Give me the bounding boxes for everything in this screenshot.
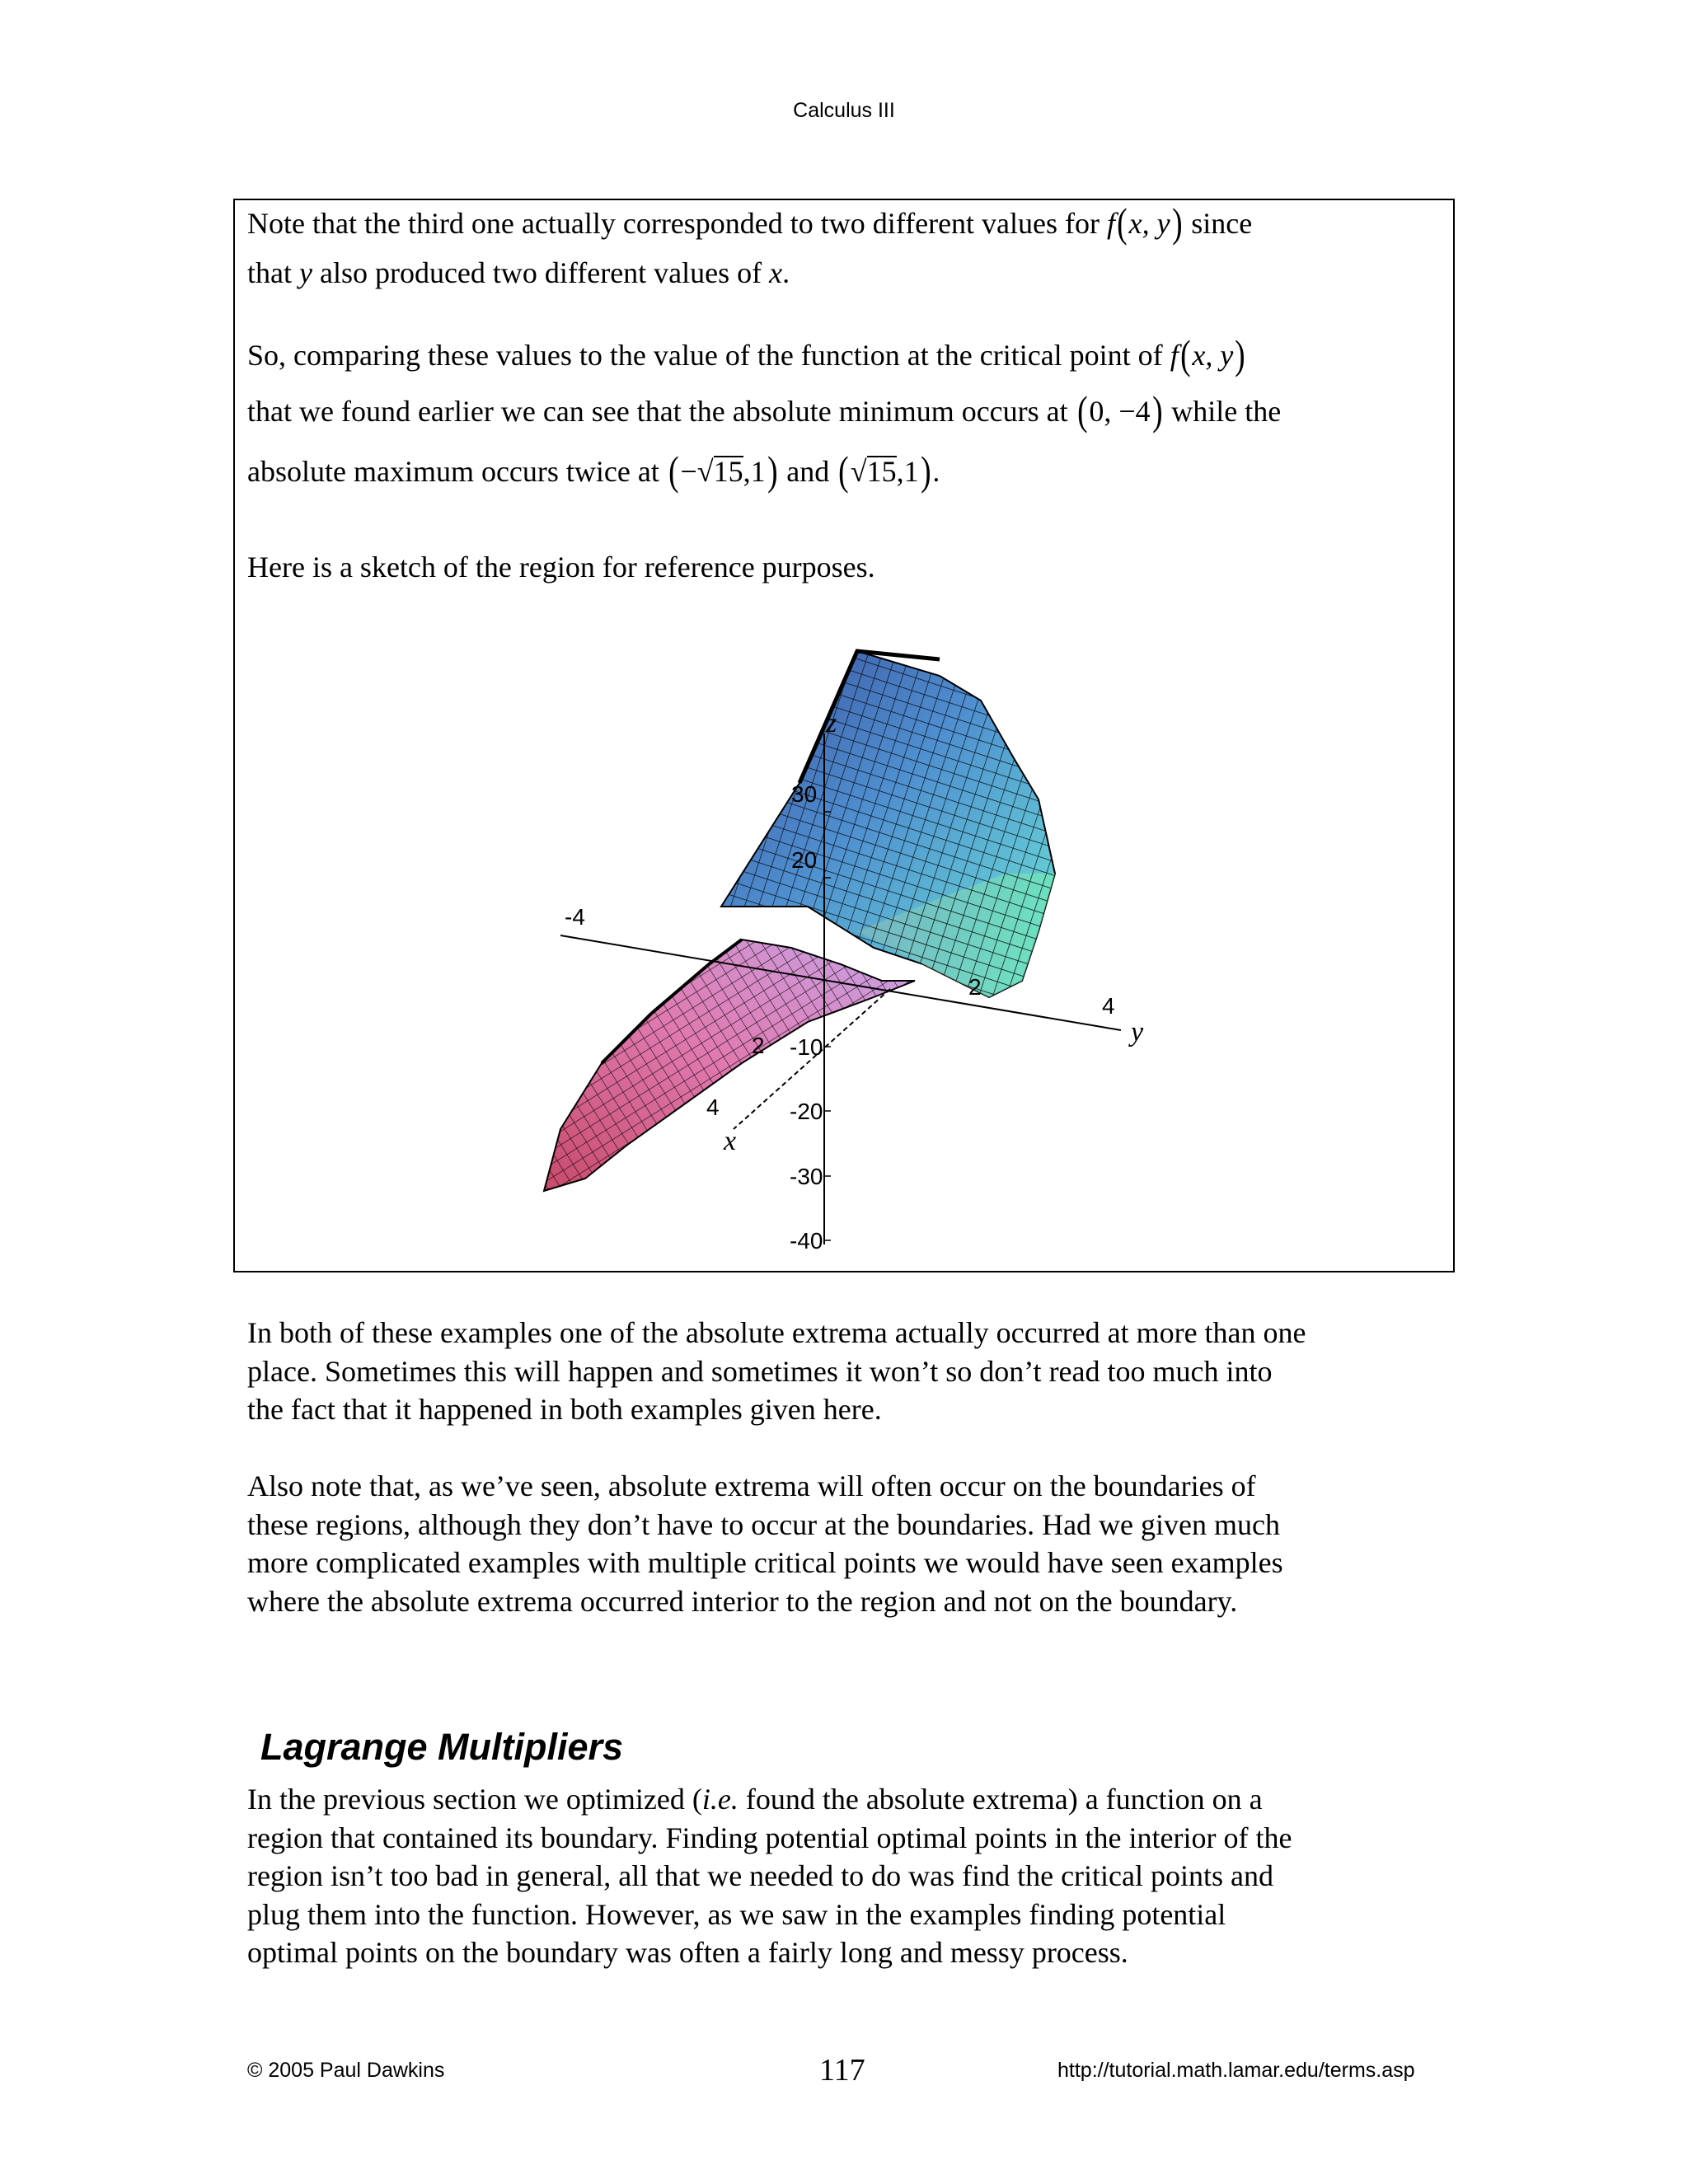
- z-tick-neg20: -20: [790, 1099, 823, 1124]
- minus-sign: −: [680, 455, 697, 488]
- text: also produced two different values of: [312, 256, 770, 289]
- footer-url[interactable]: http://tutorial.math.lamar.edu/terms.asp: [1057, 2059, 1415, 2082]
- section-title: Lagrange Multipliers: [260, 1726, 624, 1768]
- text-line: more complicated examples with multiple critical points we would have seen examples: [247, 1546, 1283, 1579]
- y-tick-2: 2: [968, 974, 982, 1000]
- point-tail: ,1: [743, 455, 766, 488]
- paragraph-boundaries: [247, 1467, 1451, 1620]
- box-para3: Here is a sketch of the region for reference purposes.: [247, 551, 875, 583]
- page-header: Calculus III: [793, 99, 895, 122]
- text-line: region that contained its boundary. Finding potential optimal points in the interior of the: [247, 1821, 1292, 1854]
- text-line: these regions, although they don’t have to occur at the boundaries. Had we given much: [247, 1507, 1280, 1541]
- box-para2-line3: absolute maximum occurs twice at (−√15,1) and (√15,1).: [247, 448, 940, 494]
- text: found the absolute extrema) a function on a: [738, 1783, 1263, 1816]
- z-tick-neg40: -40: [790, 1228, 823, 1254]
- text-line: place. Sometimes this will happen and sometimes it won’t so don’t read too much into: [247, 1354, 1273, 1388]
- var-y: y: [298, 256, 312, 289]
- text-line: In both of these examples one of the absolute extrema actually occurred at more than one: [247, 1316, 1306, 1349]
- footer-page-number: 117: [819, 2053, 865, 2088]
- text-line: plug them into the function. However, as we saw in the examples finding potential: [247, 1897, 1226, 1931]
- function-expression: f(x, y): [1107, 199, 1183, 246]
- text-line: region isn’t too bad in general, all that we needed to do was find the critical points and: [247, 1859, 1273, 1892]
- text-line: the fact that it happened in both examples given here.: [247, 1393, 882, 1426]
- box-para1-line1: [247, 199, 1253, 246]
- y-tick-neg4: -4: [565, 904, 585, 930]
- text: while the: [1164, 395, 1282, 428]
- paragraph-extrema-multiple: [247, 1314, 1451, 1429]
- func-name: f: [1170, 339, 1179, 372]
- var-x: x: [769, 256, 783, 289]
- function-expression: f(x, y): [1170, 331, 1245, 377]
- sqrt-radicand: 15: [713, 455, 743, 488]
- z-tick-neg30: -30: [790, 1164, 823, 1189]
- text: .: [932, 455, 940, 488]
- text-line: where the absolute extrema occurred interior to the region and not on the boundary.: [247, 1584, 1238, 1618]
- z-axis-label: z: [826, 708, 837, 738]
- footer-copyright: © 2005 Paul Dawkins: [247, 2059, 445, 2082]
- box-para2-line2: that we found earlier we can see that the absolute minimum occurs at (0, −4) while the: [247, 387, 1282, 434]
- sqrt-radicand: 15: [866, 455, 897, 488]
- point-tail: ,1: [896, 455, 919, 488]
- text-line: optimal points on the boundary was often a fairly long and messy process.: [247, 1936, 1128, 1969]
- z-tick-20: 20: [791, 847, 818, 873]
- text-line: Also note that, as we’ve seen, absolute extrema will often occur on the boundaries of: [247, 1469, 1256, 1502]
- x-tick-2: 2: [752, 1033, 765, 1058]
- text: absolute maximum occurs twice at: [247, 455, 667, 488]
- paragraph-lagrange-intro: [247, 1780, 1451, 1972]
- z-tick-30: 30: [791, 781, 818, 807]
- text: In the previous section we optimized (: [247, 1783, 702, 1816]
- box-para2-line1: [247, 331, 1247, 377]
- func-args: x, y: [1192, 339, 1234, 372]
- text: that we found earlier we can see that the absolute minimum occurs at: [247, 395, 1076, 428]
- z-tick-neg10: -10: [790, 1034, 823, 1060]
- y-tick-4: 4: [1102, 993, 1115, 1019]
- surface-plot: [528, 635, 1187, 1261]
- text-line: [247, 1780, 1451, 1819]
- min-point: 0, −4: [1089, 395, 1151, 428]
- x-tick-4: 4: [706, 1094, 720, 1120]
- text: since: [1184, 207, 1253, 240]
- y-axis-label: y: [1131, 1017, 1144, 1047]
- text: and: [779, 455, 837, 488]
- ie-italic: i.e.: [701, 1783, 738, 1816]
- text: that: [247, 256, 299, 289]
- func-name: f: [1107, 207, 1116, 240]
- text: Note that the third one actually corresponded to two different values for: [247, 207, 1107, 240]
- text: .: [782, 256, 790, 289]
- x-axis-label: x: [724, 1126, 737, 1156]
- box-para1-line2: [247, 254, 790, 292]
- text: So, comparing these values to the value of the function at the critical point of: [247, 339, 1170, 372]
- func-args: x, y: [1128, 207, 1170, 240]
